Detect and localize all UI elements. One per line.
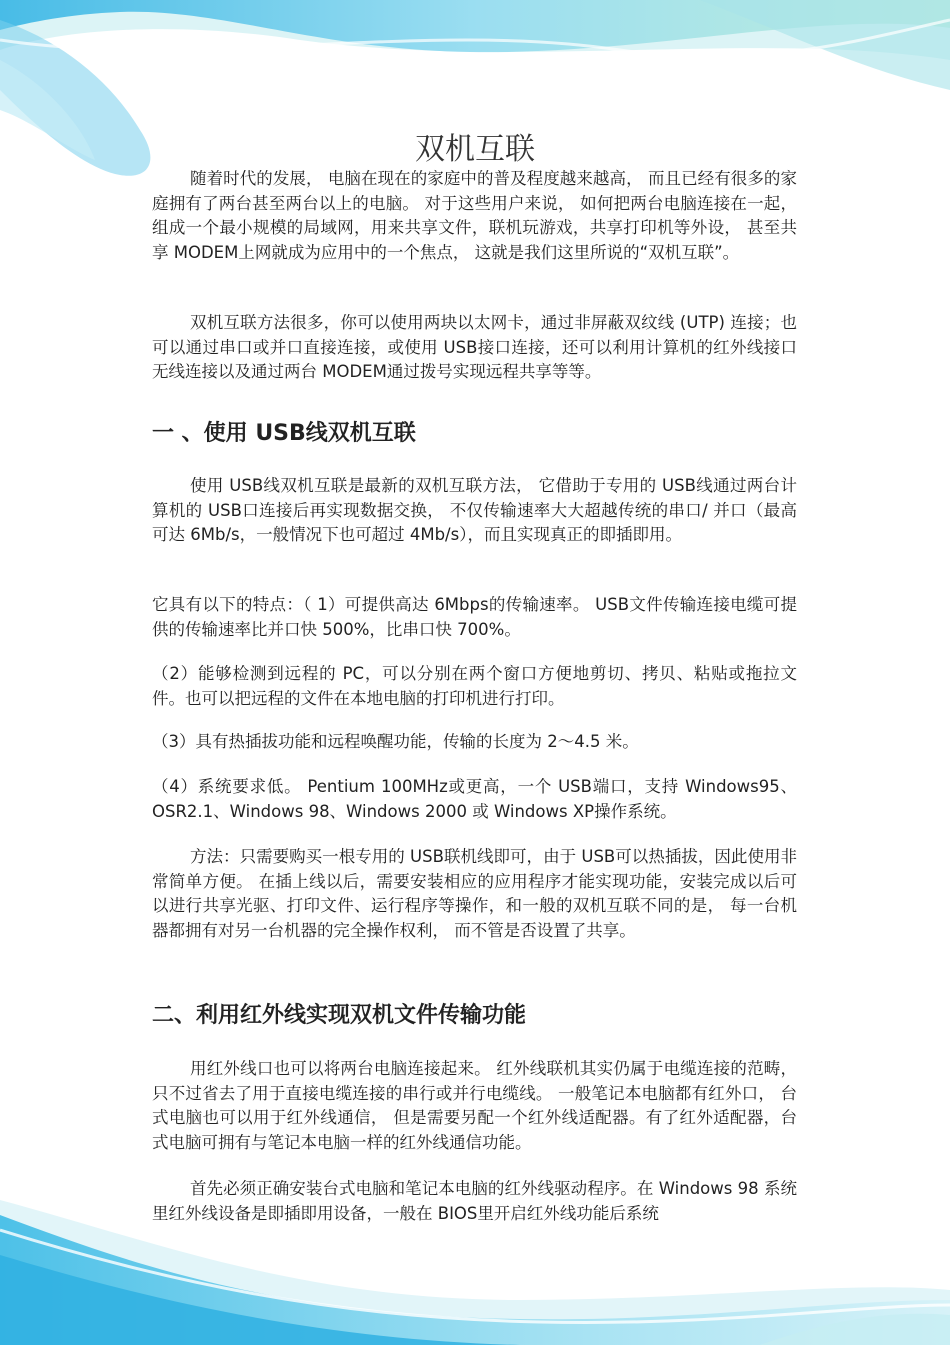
- section2-paragraph-1: 用红外线口也可以将两台电脑连接起来。 红外线联机其实仍属于电缆连接的范畴，只不过省去了用于直接电缆连接的串行或并行电缆线。 一般笔记本电脑都有红外口， 台式电脑也可以用于红外线通信， 但是需要另配一个红外线适配器。有了红外适配器，台式电脑可拥有与笔记本电脑一样的红外线通信功能。: [152, 1059, 797, 1152]
- section1-method: 方法：只需要购买一根专用的 USB联机线即可，由于 USB可以热插拔，因此使用非常简单方便。 在插上线以后，需要安装相应的应用程序才能实现功能，安装完成以后可以进行共享光驱、打印文件、运行程序等操作，和一般的双机互联不同的是， 每一台机器都拥有对另一台机器的完全操作权利， 而不管是否设置了共享。: [152, 847, 797, 940]
- section2-paragraph-2: 首先必须正确安装台式电脑和笔记本电脑的红外线驱动程序。在 Windows 98 系统里红外线设备是即插即用设备，一般在 BIOS里开启红外线功能后系统: [152, 1179, 797, 1223]
- intro-paragraph-1: 随着时代的发展， 电脑在现在的家庭中的普及程度越来越高， 而且已经有很多的家庭拥有了两台甚至两台以上的电脑。 对于这些用户来说， 如何把两台电脑连接在一起，组成一个最小规模的局域网，用来共享文件，联机玩游戏，共享打印机等外设， 甚至共享 MODEM上网就成为应用中的一个焦点， 这就是我们这里所说的“双机互联”。: [152, 169, 797, 262]
- section2-heading: 二、利用红外线实现双机文件传输功能: [152, 1003, 527, 1028]
- section1-features: 它具有以下的特点：（ 1）可提供高达 6Mbps的传输速率。 USB文件传输连接电缆可提供的传输速率比并口快 500%，比串口快 700%。: [152, 595, 797, 639]
- section1-feature-3: （3）具有热插拔功能和远程唤醒功能，传输的长度为 2～4.5 米。: [152, 732, 639, 751]
- document-title: 双机互联: [415, 132, 535, 167]
- section1-feature-2: （2）能够检测到远程的 PC，可以分别在两个窗口方便地剪切、拷贝、粘贴或拖拉文件。也可以把远程的文件在本地电脑的打印机进行打印。: [152, 664, 797, 708]
- section1-heading: 一 、使用 USB线双机互联: [152, 421, 416, 446]
- section1-paragraph-1: 使用 USB线双机互联是最新的双机互联方法， 它借助于专用的 USB线通过两台计算机的 USB口连接后再实现数据交换， 不仅传输速率大大超越传统的串口/ 并口（最高可达 6Mb/s，一般情况下也可超过 4Mb/s），而且实现真正的即插即用。: [152, 476, 797, 544]
- intro-paragraph-2: 双机互联方法很多，你可以使用两块以太网卡，通过非屏蔽双纹线 (UTP) 连接；也可以通过串口或并口直接连接，或使用 USB接口连接，还可以利用计算机的红外线接口无线连接以及通过两台 MODEM通过拨号实现远程共享等等。: [152, 313, 797, 381]
- section1-feature-4: （4）系统要求低。 Pentium 100MHz或更高，一个 USB端口，支持 Windows95、OSR2.1、Windows 98、Windows 2000 或 Windows XP操作系统。: [152, 777, 797, 821]
